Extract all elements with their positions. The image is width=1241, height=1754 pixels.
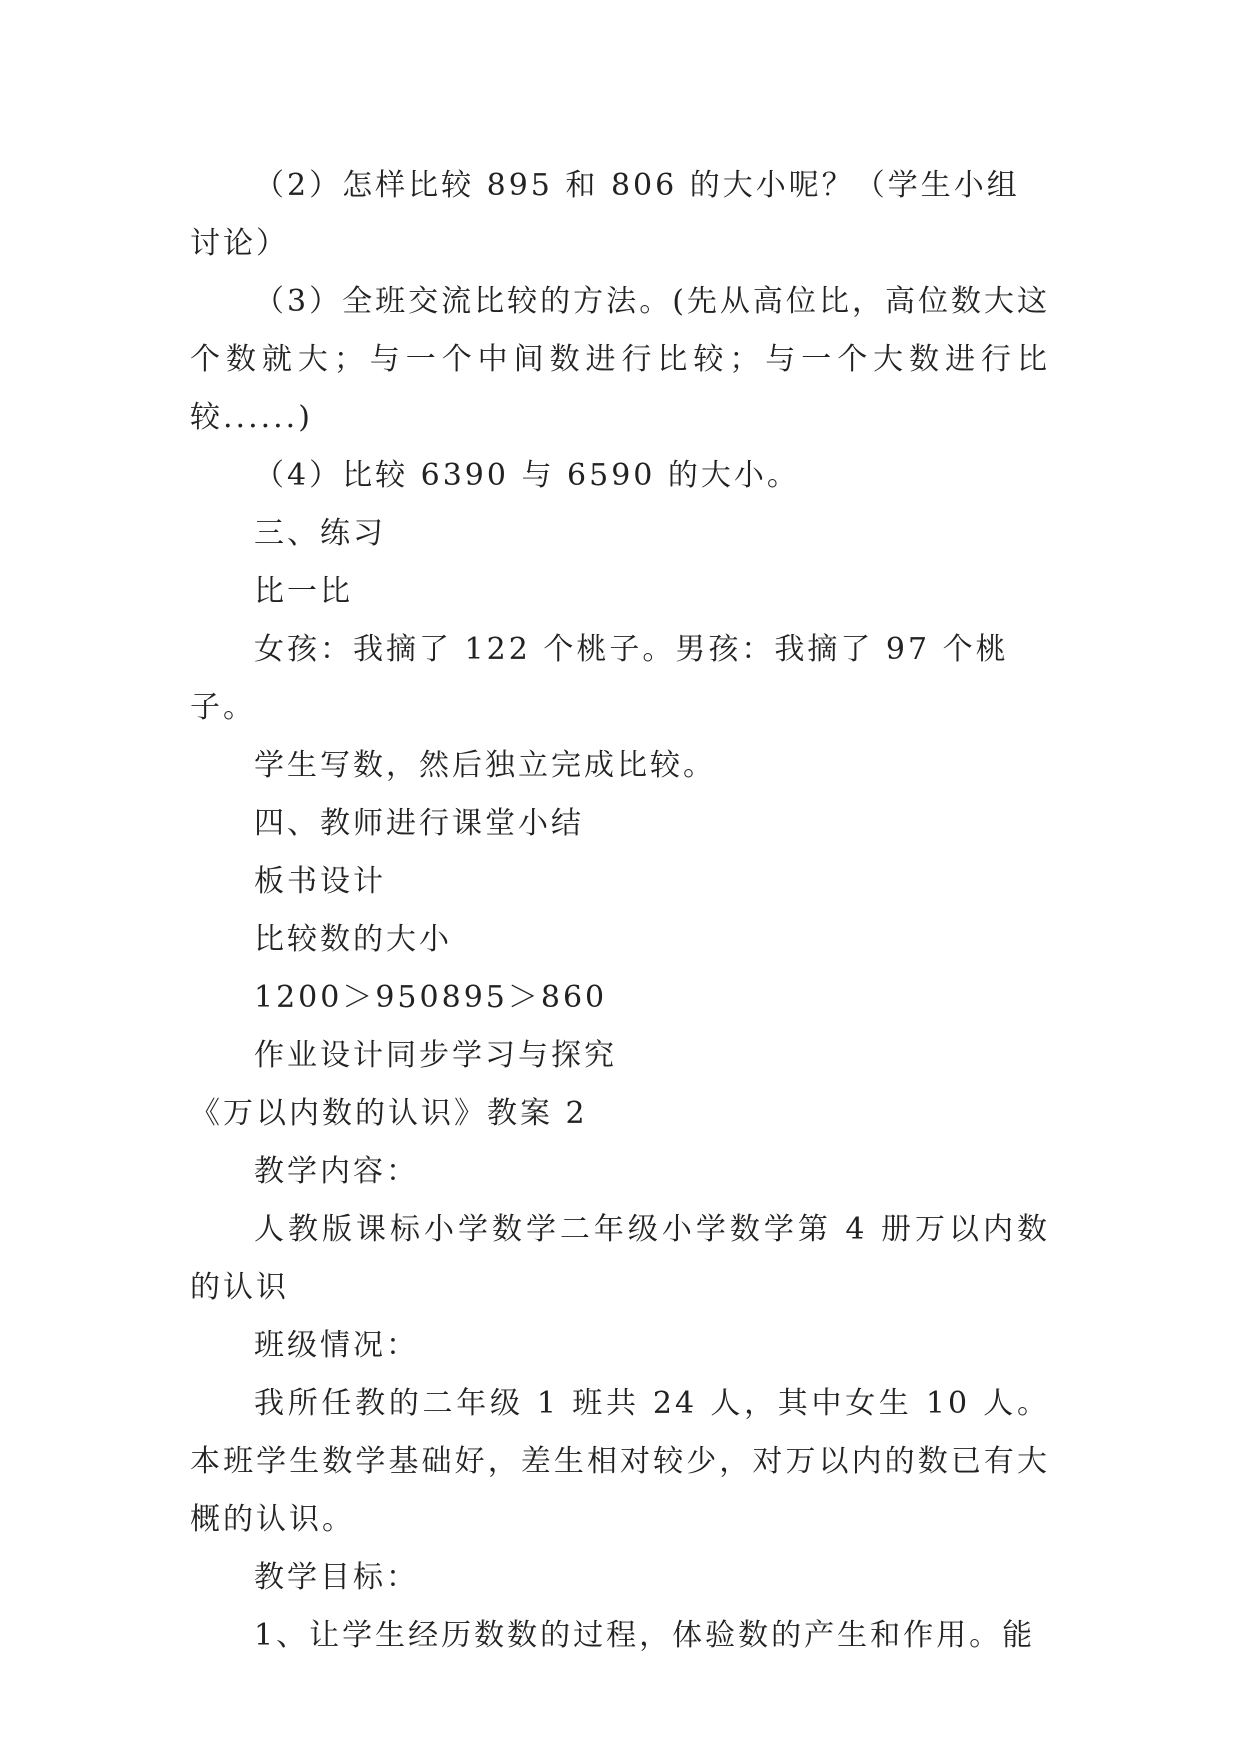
- paragraph-board-design: 板书设计: [254, 864, 386, 899]
- paragraph-compare-6390-6590: （4）比较 6390 与 6590 的大小。: [254, 458, 800, 493]
- paragraph-compare-activity: 比一比: [254, 574, 353, 609]
- paragraph-homework: 作业设计同步学习与探究: [254, 1038, 617, 1073]
- paragraph-write-numbers: 学生写数，然后独立完成比较。: [254, 748, 716, 783]
- paragraph-compare-size: 比较数的大小: [254, 922, 452, 957]
- paragraph-class-description: 我所任教的二年级 1 班共 24 人，其中女生 10 人。本班学生数学基础好，差生相对较少，对万以内的数已有大概的认识。: [190, 1386, 1050, 1537]
- paragraph-comparison-example: 1200＞950895＞860: [254, 980, 608, 1015]
- section-heading-summary: 四、教师进行课堂小结: [254, 806, 584, 841]
- heading-teaching-goals: 教学目标：: [254, 1560, 419, 1595]
- section-heading-practice: 三、练习: [254, 516, 386, 551]
- paragraph-peaches: 女孩：我摘了 122 个桃子。男孩：我摘了 97 个桃子。: [190, 632, 1009, 725]
- paragraph-compare-895-806: （2）怎样比较 895 和 806 的大小呢？（学生小组讨论）: [190, 168, 1020, 261]
- heading-teaching-content: 教学内容：: [254, 1154, 419, 1189]
- paragraph-textbook: 人教版课标小学数学二年级小学数学第 4 册万以内数的认识: [190, 1212, 1050, 1305]
- heading-class-situation: 班级情况：: [254, 1328, 419, 1363]
- paragraph-class-discussion: （3）全班交流比较的方法。(先从高位比，高位数大这个数就大；与一个中间数进行比较；与一个大数进行比较......): [190, 284, 1050, 435]
- paragraph-goal-1: 1、让学生经历数数的过程，体验数的产生和作用。能: [254, 1618, 1036, 1653]
- document-page: [190, 157, 1050, 1665]
- lesson-plan-title: 《万以内数的认识》教案 2: [190, 1096, 588, 1131]
